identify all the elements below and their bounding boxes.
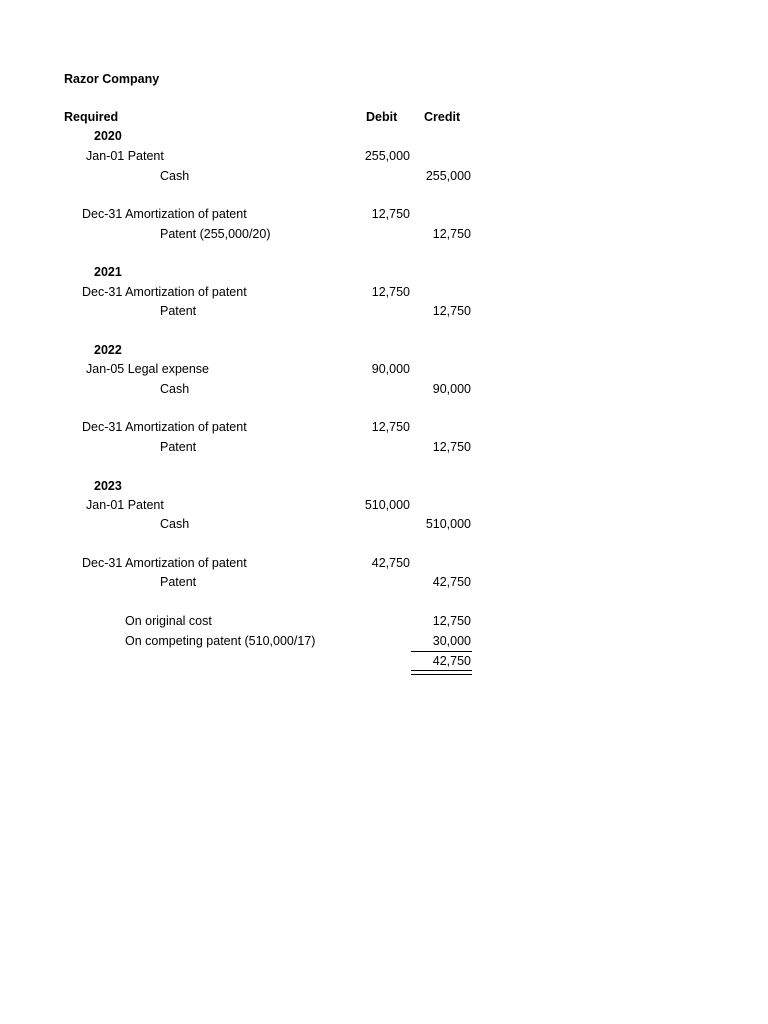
year-label: 2021 [94,265,122,279]
debit-account: Jan-01 Patent [86,149,164,163]
entry-debit-row [0,554,768,573]
company-title: Razor Company [64,72,160,86]
debit-amount: 12,750 [371,207,410,221]
credit-header: Credit [424,110,461,124]
debit-account: Dec-31 Amortization of patent [82,285,247,299]
debit-account: Dec-31 Amortization of patent [82,556,247,570]
credit-amount: 510,000 [425,517,471,531]
credit-amount: 12,750 [432,440,471,454]
entry-credit-row [0,167,768,186]
entry-credit-row [0,380,768,399]
breakdown-row [0,612,768,631]
year-row [0,263,768,282]
debit-amount: 255,000 [364,149,410,163]
breakdown-amount: 30,000 [432,634,471,648]
credit-account: Patent (255,000/20) [160,227,271,241]
entry-debit-row [0,496,768,515]
breakdown-row [0,632,768,651]
year-row [0,341,768,360]
credit-account: Cash [160,517,190,531]
entry-debit-row [0,205,768,224]
credit-amount: 255,000 [425,169,471,183]
entry-credit-row [0,573,768,592]
entry-debit-row [0,147,768,166]
debit-amount: 42,750 [371,556,410,570]
debit-amount: 90,000 [371,362,410,376]
year-row [0,127,768,146]
entry-debit-row [0,283,768,302]
required-header: Required [64,110,119,124]
credit-amount: 90,000 [432,382,471,396]
title-row [0,70,768,89]
entry-credit-row [0,438,768,457]
debit-account: Jan-05 Legal expense [86,362,210,376]
credit-account: Patent [160,440,197,454]
credit-account: Patent [160,575,197,589]
credit-account: Patent [160,304,197,318]
breakdown-label: On original cost [125,614,212,628]
debit-amount: 12,750 [371,420,410,434]
credit-amount: 42,750 [432,575,471,589]
entry-credit-row [0,302,768,321]
credit-amount: 12,750 [432,227,471,241]
header-row [0,108,768,127]
credit-amount: 12,750 [432,304,471,318]
breakdown-total-row [0,652,768,671]
debit-account: Jan-01 Patent [86,498,164,512]
total-double-rule [411,670,472,675]
debit-account: Dec-31 Amortization of patent [82,420,247,434]
debit-amount: 510,000 [364,498,410,512]
debit-account: Dec-31 Amortization of patent [82,207,247,221]
breakdown-label: On competing patent (510,000/17) [125,634,316,648]
breakdown-amount: 12,750 [432,614,471,628]
credit-account: Cash [160,382,190,396]
entry-debit-row [0,360,768,379]
year-label: 2023 [94,479,122,493]
debit-header: Debit [366,110,398,124]
entry-credit-row [0,515,768,534]
year-label: 2022 [94,343,122,357]
entry-debit-row [0,418,768,437]
debit-amount: 12,750 [371,285,410,299]
year-row [0,477,768,496]
year-label: 2020 [94,129,122,143]
entry-credit-row [0,225,768,244]
credit-account: Cash [160,169,190,183]
breakdown-total: 42,750 [432,654,471,668]
